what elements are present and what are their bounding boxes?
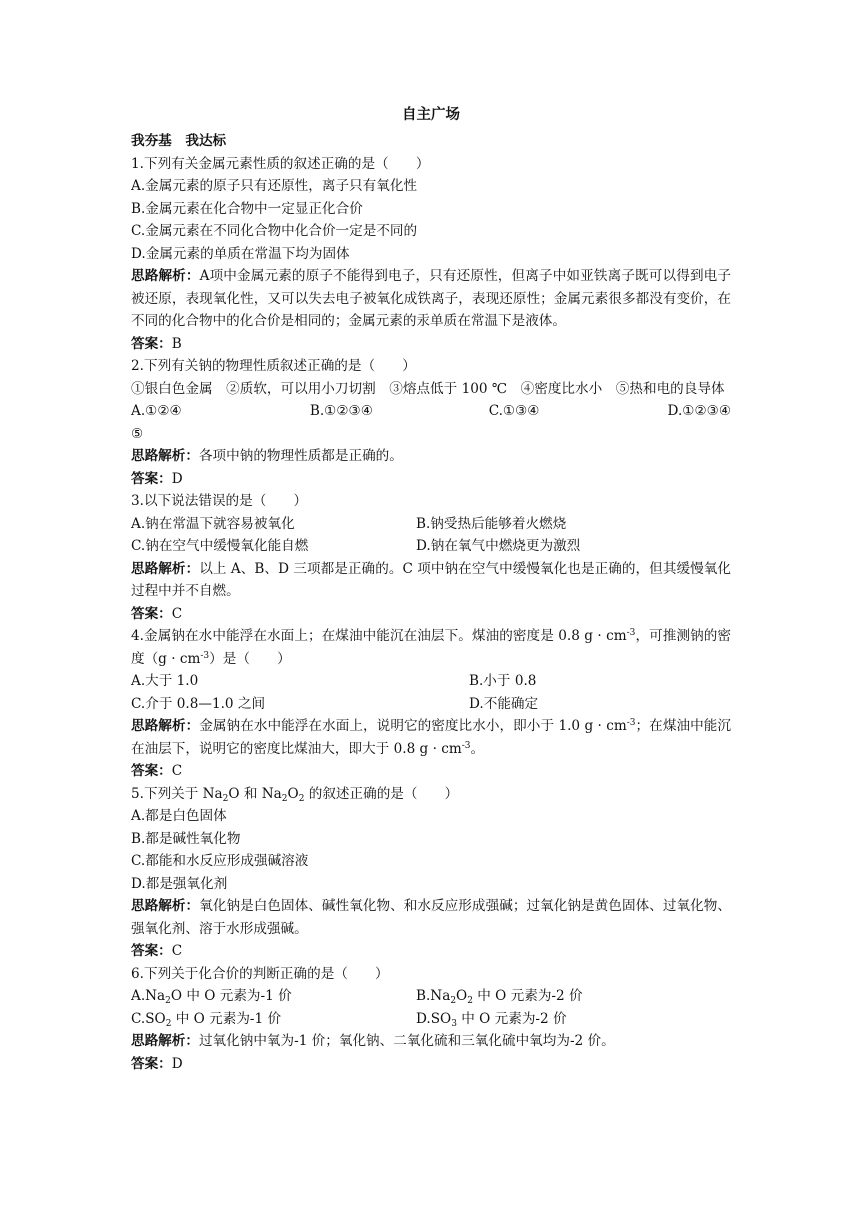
question-5 [131, 783, 731, 963]
answer-value: D [171, 470, 183, 487]
subscript: 2 [165, 996, 171, 1006]
answer-label: 答案： [131, 763, 172, 779]
answer-label: 答案： [131, 470, 172, 487]
analysis-label: 思路解析： [131, 898, 200, 914]
analysis-text: 过氧化钠中氧为-1 价；氧化钠、二氧化硫和三氧化硫中氧均为-2 价。 [198, 1033, 615, 1049]
analysis-text: 各项中钠的物理性质都是正确的。 [198, 448, 403, 464]
answer-value: D [171, 1055, 183, 1072]
answer-value: C [171, 943, 183, 959]
question-stem: 6.下列关于化合价的判断正确的是（ ） [131, 965, 389, 982]
stem-part: 5.下列关于 Na [131, 785, 223, 802]
stem-part: O [287, 785, 299, 802]
document-page [131, 100, 731, 1075]
option-b: B.都是碱性氧化物 [131, 830, 241, 847]
subscript: 2 [298, 793, 305, 804]
options-row [131, 670, 731, 693]
answer-label: 答案： [131, 1055, 172, 1072]
option-text: 中 O 元素为-1 价 [171, 1010, 282, 1027]
question-6 [131, 963, 731, 1076]
subscript: 3 [451, 1018, 457, 1029]
stem-part: ）是（ ） [209, 650, 291, 667]
stem-part: O 和 Na [228, 785, 282, 802]
options-row [131, 535, 731, 558]
question-stem: 2.下列有关钠的物理性质叙述正确的是（ ） [131, 358, 416, 374]
option-d: D.都是强氧化剂 [131, 875, 228, 892]
options-row [131, 400, 731, 423]
subscript: 2 [467, 996, 473, 1006]
option-b: B.金属元素在化合物中一定显正化合价 [131, 200, 363, 217]
question-stem: 1.下列有关金属元素性质的叙述正确的是（ ） [131, 155, 430, 172]
stem-part: 4.金属钠在水中能浮在水面上；在煤油中能沉在油层下。煤油的密度是 0.8 g · cm [131, 628, 627, 644]
analysis-text: 以上 A、B、D 三项都是正确的。C 项中钠在空气中缓慢氧化也是正确的，但其缓慢氧化过程中并不自燃。 [131, 560, 731, 599]
option-b: B.钠受热后能够着火燃烧 [416, 515, 567, 532]
option-text: 中 O 元素为-2 价 [456, 1010, 567, 1027]
question-1 [131, 153, 731, 356]
superscript: -3 [626, 628, 636, 638]
option-a: A.金属元素的原子只有还原性，离子只有氧化性 [131, 178, 418, 194]
option-d: D.钠在氧气中燃烧更为激烈 [416, 538, 581, 554]
subscript: 2 [222, 793, 229, 804]
answer-value: C [171, 605, 183, 622]
answer [131, 333, 731, 356]
section-heading: 我夯基 我达标 [131, 133, 227, 149]
answer-label: 答案： [131, 335, 172, 352]
superscript: -3 [626, 718, 636, 728]
option-c: C.金属元素在不同化合物中化合价一定是不同的 [131, 223, 418, 239]
question-4 [131, 625, 731, 783]
subscript: 2 [450, 996, 457, 1006]
option-c: C.介于 0.8—1.0 之间 [131, 695, 266, 712]
option-a [131, 985, 416, 1008]
answer [131, 603, 731, 626]
answer [131, 1053, 731, 1076]
stem-part: ，可推测钠的密度（g · cm [131, 628, 732, 667]
option-c: C.①③④ [488, 403, 540, 419]
question-3 [131, 490, 731, 625]
options-row [131, 985, 731, 1008]
option-d: D.金属元素的单质在常温下均为固体 [131, 245, 350, 262]
option-b: B.①②③④ [309, 403, 373, 419]
analysis-text: 氧化钠是白色固体、碱性氧化物、和水反应形成强碱；过氧化钠是黄色固体、过氧化物、强氧化剂、溶于水形成强碱。 [131, 898, 731, 937]
page-title: 自主广场 [402, 106, 460, 123]
analysis [131, 558, 731, 603]
answer-label: 答案： [131, 943, 172, 959]
option-text: B.Na [416, 988, 451, 1004]
question-2 [131, 355, 731, 490]
option-text: D.SO [416, 1010, 452, 1027]
option-b: B.小于 0.8 [469, 673, 537, 689]
option-d-continued: ⑤ [131, 425, 144, 442]
analysis-text: 金属钠在水中能浮在水面上，说明它的密度比水小，即小于 1.0 g · cm [199, 718, 627, 734]
option-d: D.不能确定 [469, 695, 539, 712]
answer [131, 940, 731, 963]
superscript: -3 [461, 740, 471, 751]
answer [131, 468, 731, 491]
stem-part: 的叙述正确的是（ ） [304, 785, 459, 802]
analysis-label: 思路解析： [131, 718, 200, 734]
analysis-text: ；在煤油中能沉在油层下，说明它的密度比煤油大，即大于 0.8 g · cm [131, 718, 732, 757]
question-stem: 3.以下说法错误的是（ ） [131, 493, 308, 509]
subscript: 2 [281, 793, 288, 804]
option-c: C.钠在空气中缓慢氧化能自燃 [131, 538, 309, 554]
analysis-label: 思路解析： [131, 560, 200, 577]
superscript: -3 [200, 650, 210, 661]
analysis [131, 1030, 731, 1053]
option-a: A.大于 1.0 [131, 673, 199, 689]
option-b [416, 985, 583, 1008]
answer-label: 答案： [131, 605, 172, 622]
analysis-label: 思路解析： [131, 448, 199, 464]
analysis-text: A项中金属元素的原子不能得到电子，只有还原性，但离子中如亚铁离子既可以得到电子被还原，表现氧化性，又可以失去电子被氧化成铁离子，表现还原性；金属元素很多都没有变价，在不同的化合物中的化合价是相同的；金属元素的汞单质在常温下是液体。 [131, 268, 731, 329]
option-d: D.①②③④ [667, 403, 732, 419]
option-a: A.钠在常温下就容易被氧化 [131, 515, 295, 532]
options-row [131, 693, 731, 716]
analysis-label: 思路解析： [131, 1033, 199, 1049]
question-stem [131, 783, 731, 806]
option-c [131, 1008, 416, 1031]
options-row [131, 513, 731, 536]
answer-value: C [171, 763, 183, 779]
options-row [131, 1008, 731, 1031]
option-d [416, 1008, 567, 1031]
option-c: C.都能和水反应形成强碱溶液 [131, 853, 309, 869]
statement-items: ①银白色金属 ②质软，可以用小刀切割 ③熔点低于 100 ℃ ④密度比水小 ⑤热和电的良导体 [131, 380, 725, 397]
subscript: 2 [165, 1018, 172, 1029]
option-text: C.SO [131, 1010, 166, 1027]
option-a: A.都是白色固体 [131, 808, 227, 824]
answer-value: B [171, 335, 182, 352]
answer [131, 760, 731, 783]
option-text: A.Na [131, 988, 166, 1004]
analysis [131, 445, 731, 468]
analysis [131, 265, 731, 333]
analysis [131, 715, 731, 760]
analysis [131, 895, 731, 940]
option-text: 中 O 元素为-2 价 [472, 988, 583, 1004]
option-text: O 中 O 元素为-1 价 [170, 988, 292, 1004]
question-stem [131, 625, 731, 670]
option-a: A.①②④ [131, 403, 182, 419]
option-text: O [456, 988, 468, 1004]
analysis-text: 。 [470, 740, 485, 757]
analysis-label: 思路解析： [131, 268, 200, 284]
